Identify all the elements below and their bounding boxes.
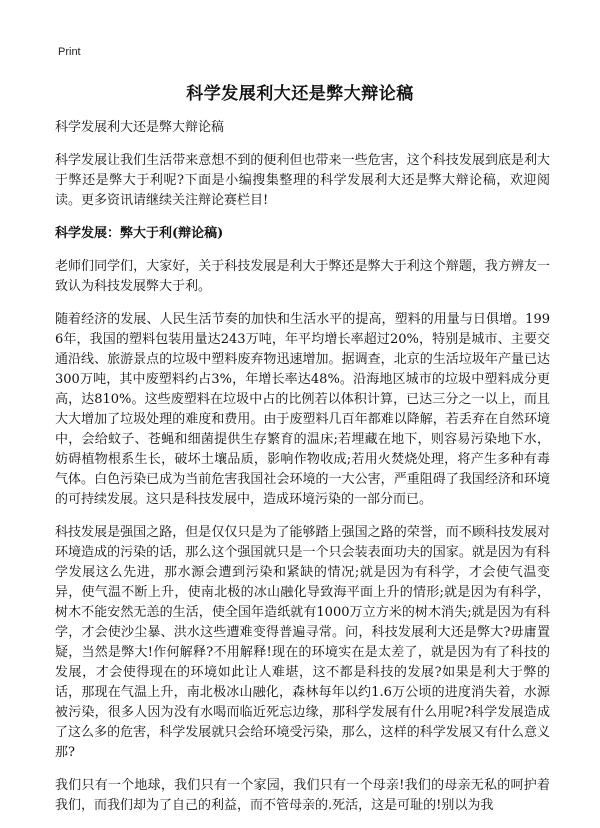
section-heading: 科学发展：弊大于利(辩论稿) <box>55 226 224 241</box>
print-link[interactable]: Print <box>58 46 81 58</box>
intro-paragraph: 科学发展让我们生活带来意想不到的便利但也带来一些危害，这个科技发展到底是利大于弊还是弊大于利呢?下面是小编搜集整理的科学发展利大还是弊大辩论稿，欢迎阅读。更多资讯请继续关注辩论赛栏目! <box>55 153 550 208</box>
article-subtitle: 科学发展利大还是弊大辩论稿 <box>55 120 225 135</box>
body-paragraph: 我们只有一个地球，我们只有一个家园，我们只有一个母亲!我们的母亲无私的呵护着我们，而我们却为了自己的利益，而不管母亲的.死活，这是可耻的!别以为我 <box>55 778 550 813</box>
body-paragraph: 科技发展是强国之路，但是仅仅只是为了能够踏上强国之路的荣誉，而不顾科技发展对环境造成的污染的话，那么这个强国就只是一个只会装表面功夫的国家。就是因为有科学发展这么先进，那水源会遭到污染和紧缺的情况;就是因为有科学，才会使气温变异，使气温不断上升，使南北极的冰山融化导致海平面上升的情形;就是因为有科学，树木不能安然无恙的生活，使全国年造纸就有1000万立方米的树木消失;就是因为有科学，才会使沙尘暴、洪水这些遭难变得普遍寻常。问，科技发展利大还是弊大?毋庸置疑，当然是弊大!作何解释?不用解释!现在的环境实在是太差了，就是因为有了科技的发展，才会使得现在的环境如此让人难堪，这不都是科技的发展?如果是利大于弊的话，那现在气温上升，南北极冰山融化，森林每年以约1.6万公顷的进度消失着，水源被污染，很多人因为没有水喝而临近死忘边缘，那科学发展有什么用呢?科学发展造成了这么多的危害，科学发展就只会给环境受污染，那么，这样的科学发展又有什么意义那? <box>55 525 550 760</box>
body-paragraph: 随着经济的发展、人民生活节奏的加快和生活水平的提高，塑料的用量与日俱增。1996年，我国的塑料包装用量达243万吨，年平均增长率超过20%，特别是城市、主要交通沿线、旅游景点的垃圾中塑料废弃物迅速增加。据调查，北京的生活垃圾年产量已达300万吨，其中废塑料约占3%，年增长率达48%。沿海地区城市的垃圾中塑料成分更高，达810%。这些废塑料在垃圾中占的比例若以体积计算，已达三分之一以上，而且大大增加了垃圾处理的难度和费用。由于废塑料几百年都难以降解，若丢弃在自然环境中，会给蚊子、苍蝇和细菌提供生存繁育的温床;若埋藏在地下，则容易污染地下水，妨碍植物根系生长，破坏土壤品质，影响作物收成;若用火焚烧处理，将产生多种有毒气体。白色污染已成为当前危害我国社会环境的一大公害，严重阻碍了我国经济和环境的可持续发展。这只是科技发展中，造成环境污染的一部分而已。 <box>55 312 550 507</box>
article-body <box>55 118 550 828</box>
page-title: 科学发展利大还是弊大辩论稿 <box>186 84 414 104</box>
body-paragraph: 老师们同学们，大家好，关于科技发展是利大于弊还是弊大于利这个辩题，我方辨友一致认为科技发展弊大于利。 <box>55 259 550 294</box>
